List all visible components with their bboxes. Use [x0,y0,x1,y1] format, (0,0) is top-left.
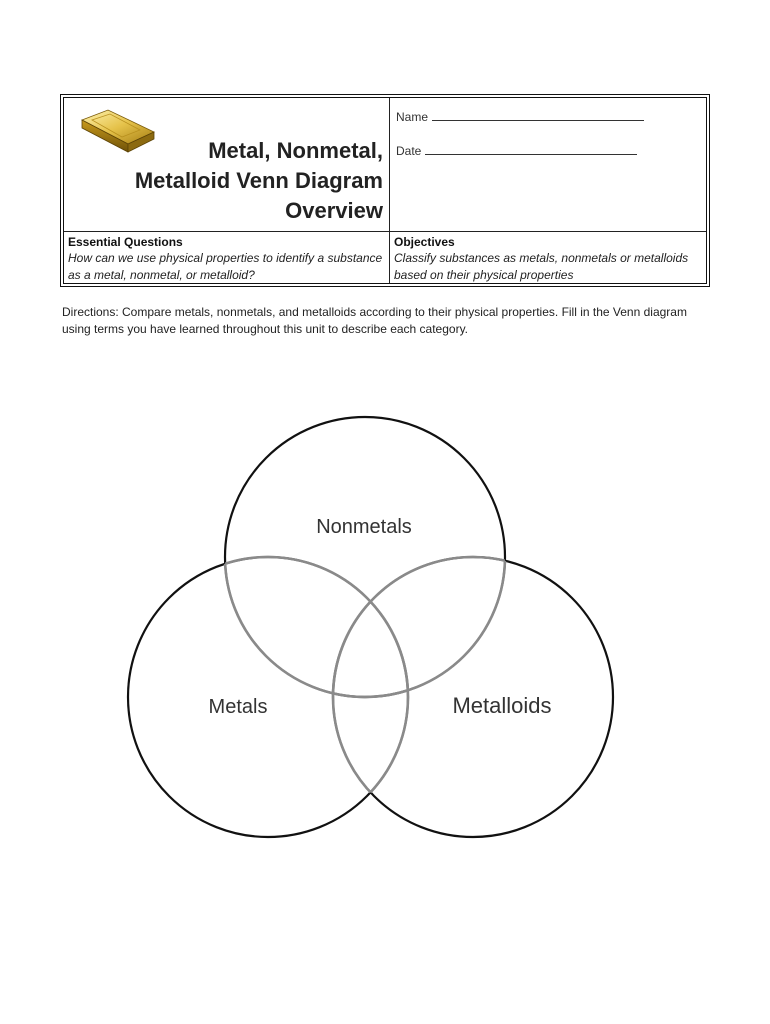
metals-label: Metals [208,696,268,718]
name-field[interactable] [396,110,644,124]
date-blank[interactable] [425,153,637,155]
metalloids-circle [333,557,613,837]
metals-circle [128,557,408,837]
name-blank[interactable] [432,119,644,121]
date-label: Date [396,144,422,158]
essential-questions-text: How can we use physical properties to identify a substance as a metal, nonmetal, or metalloid? [68,251,383,282]
header-grid [64,98,706,283]
directions-text: Directions: Compare metals, nonmetals, and metalloids according to their physical properties. Fill in the Venn diagram using terms you have learned throughout this unit to describe each category. [62,305,687,336]
essential-questions-cell [64,232,390,283]
overlap-arcs-metals [225,417,613,837]
overlap-arcs-nonmetals [128,557,613,837]
date-field[interactable] [396,144,637,158]
page-title [83,136,383,226]
name-date-cell [390,98,706,232]
nonmetals-circle [225,417,505,697]
title-line-1: Metal, Nonmetal, [208,138,383,163]
title-line-2: Metalloid Venn Diagram [134,168,383,193]
nonmetals-label: Nonmetals [316,516,412,538]
essential-questions-heading: Essential Questions [68,235,183,249]
objectives-heading: Objectives [394,235,455,249]
metalloids-label: Metalloids [452,693,552,718]
title-line-3: Overview [285,198,383,223]
header-table [60,94,710,287]
title-cell [64,98,390,232]
objectives-text: Classify substances as metals, nonmetals or metalloids based on their physical properties [394,251,689,282]
name-label: Name [396,110,429,124]
objectives-cell [390,232,706,283]
overlap-arcs-metalloids [128,417,505,837]
